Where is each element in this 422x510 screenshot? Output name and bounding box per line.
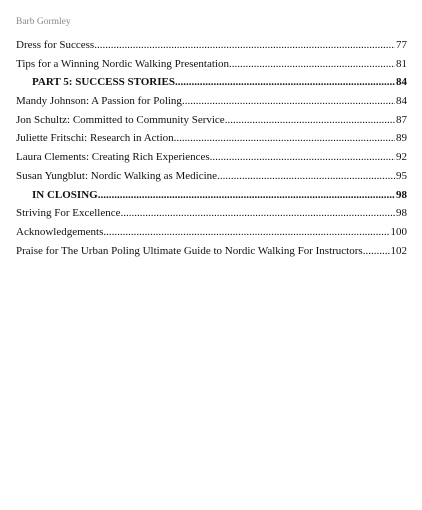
toc-entry <box>16 204 407 223</box>
toc-dot-leader <box>229 55 395 74</box>
toc-entry-page: 87 <box>396 113 407 126</box>
toc-dot-leader <box>225 111 395 130</box>
toc-dot-leader <box>363 242 390 261</box>
toc-entry-title: Susan Yungblut: Nordic Walking as Medicine <box>16 169 218 182</box>
toc-entry <box>16 167 407 186</box>
toc-entry-title: Jon Schultz: Committed to Community Service <box>16 113 225 126</box>
toc-part-page: 98 <box>396 188 407 201</box>
toc-entry-page: 77 <box>396 39 407 51</box>
toc-dot-leader <box>210 148 395 167</box>
toc-entry <box>16 36 407 55</box>
toc-entry-page: 84 <box>396 95 407 108</box>
toc-dot-leader <box>174 129 395 148</box>
running-header-author: Barb Gormley <box>16 17 71 27</box>
toc-entry <box>16 242 407 261</box>
toc-entry-title: Juliette Fritschi: Research in Action <box>16 132 174 145</box>
toc-entry <box>16 55 407 74</box>
toc-dot-leader <box>175 73 395 92</box>
toc-entry-title: Praise for The Urban Poling Ultimate Guide to Nordic Walking For Instructors <box>16 244 363 257</box>
toc-entry-title: Tips for a Winning Nordic Walking Presentation <box>16 57 229 70</box>
toc-part-heading <box>16 73 407 92</box>
toc-entry-page: 102 <box>390 244 407 257</box>
toc-part-heading <box>16 186 407 205</box>
toc-entry-page: 81 <box>396 57 407 70</box>
toc-entry <box>16 148 407 167</box>
toc-dot-leader <box>182 92 395 111</box>
table-of-contents <box>16 36 407 260</box>
toc-entry <box>16 92 407 111</box>
toc-dot-leader <box>217 167 395 186</box>
toc-dot-leader <box>120 204 395 223</box>
toc-dot-leader <box>98 186 395 205</box>
toc-entry-page: 98 <box>396 207 407 220</box>
toc-entry-page: 100 <box>390 225 407 238</box>
toc-entry-page: 92 <box>396 151 407 164</box>
toc-entry-title: Dress for Success <box>16 39 95 51</box>
toc-dot-leader <box>94 36 395 55</box>
toc-entry <box>16 129 407 148</box>
toc-entry-title: Laura Clements: Creating Rich Experiences <box>16 151 210 164</box>
toc-part-title: PART 5: SUCCESS STORIES <box>32 76 175 89</box>
toc-part-title: IN CLOSING <box>32 188 98 201</box>
toc-entry-title: Striving For Excellence <box>16 207 121 220</box>
toc-entry <box>16 223 407 242</box>
toc-entry <box>16 111 407 130</box>
toc-part-page: 84 <box>396 76 407 89</box>
toc-dot-leader <box>103 223 389 242</box>
toc-entry-page: 89 <box>396 132 407 145</box>
toc-entry-title: Mandy Johnson: A Passion for Poling <box>16 95 182 108</box>
toc-entry-title: Acknowledgements <box>16 225 104 238</box>
toc-entry-page: 95 <box>396 169 407 182</box>
